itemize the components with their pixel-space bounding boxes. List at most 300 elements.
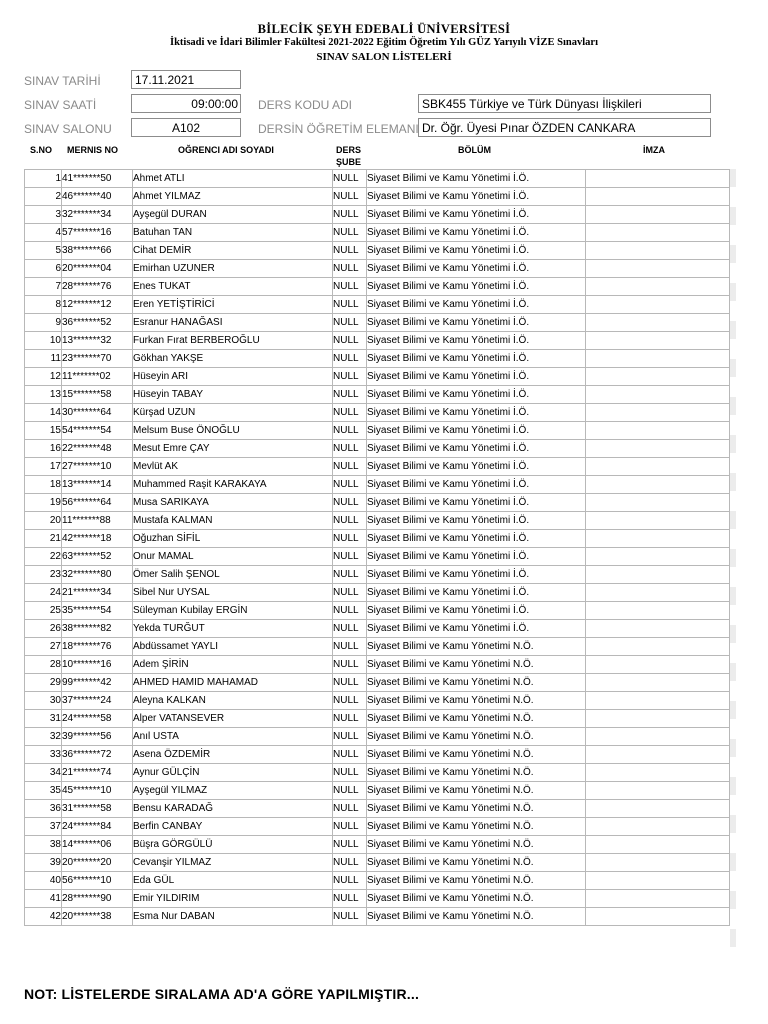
student-table-body (25, 170, 730, 926)
cell-name: Ayşegül YILMAZ (133, 782, 333, 800)
cell-no: 25 (25, 602, 62, 620)
cell-bolum: Siyaset Bilimi ve Kamu Yönetimi İ.Ö. (367, 386, 586, 404)
cell-bolum: Siyaset Bilimi ve Kamu Yönetimi N.Ö. (367, 692, 586, 710)
cell-name: Berfin CANBAY (133, 818, 333, 836)
cell-sube: NULL (333, 170, 367, 188)
signature-cell (586, 512, 730, 530)
cell-name: Hüseyin ARI (133, 368, 333, 386)
table-row (25, 728, 730, 746)
table-row (25, 638, 730, 656)
cell-no: 29 (25, 674, 62, 692)
table-row (25, 332, 730, 350)
table-row (25, 656, 730, 674)
cell-tc: 45*******10 (62, 782, 133, 800)
cell-tc: 35*******54 (62, 602, 133, 620)
cell-bolum: Siyaset Bilimi ve Kamu Yönetimi İ.Ö. (367, 278, 586, 296)
cell-sube: NULL (333, 656, 367, 674)
instructor-label: DERSİN ÖĞRETİM ELEMANI (258, 122, 419, 136)
table-row (25, 746, 730, 764)
cell-bolum: Siyaset Bilimi ve Kamu Yönetimi İ.Ö. (367, 566, 586, 584)
table-row (25, 710, 730, 728)
signature-cell (586, 458, 730, 476)
signature-cell (586, 368, 730, 386)
row-edge-shade (730, 169, 736, 187)
cell-no: 34 (25, 764, 62, 782)
col-header-name: OĞRENCI ADI SOYADI (178, 145, 274, 155)
cell-tc: 15*******58 (62, 386, 133, 404)
signature-cell (586, 530, 730, 548)
cell-tc: 36*******52 (62, 314, 133, 332)
cell-no: 2 (25, 188, 62, 206)
cell-sube: NULL (333, 836, 367, 854)
cell-sube: NULL (333, 710, 367, 728)
cell-bolum: Siyaset Bilimi ve Kamu Yönetimi İ.Ö. (367, 530, 586, 548)
signature-cell (586, 548, 730, 566)
cell-no: 1 (25, 170, 62, 188)
cell-tc: 12*******12 (62, 296, 133, 314)
cell-tc: 57*******16 (62, 224, 133, 242)
cell-tc: 42*******18 (62, 530, 133, 548)
cell-tc: 31*******58 (62, 800, 133, 818)
cell-tc: 21*******74 (62, 764, 133, 782)
cell-sube: NULL (333, 278, 367, 296)
cell-bolum: Siyaset Bilimi ve Kamu Yönetimi N.Ö. (367, 782, 586, 800)
cell-bolum: Siyaset Bilimi ve Kamu Yönetimi İ.Ö. (367, 476, 586, 494)
table-row (25, 260, 730, 278)
cell-no: 24 (25, 584, 62, 602)
table-row (25, 224, 730, 242)
cell-sube: NULL (333, 764, 367, 782)
cell-no: 13 (25, 386, 62, 404)
table-row (25, 458, 730, 476)
table-row (25, 800, 730, 818)
signature-cell (586, 206, 730, 224)
row-edge-shade (730, 435, 736, 453)
signature-cell (586, 584, 730, 602)
cell-no: 28 (25, 656, 62, 674)
cell-no: 42 (25, 908, 62, 926)
signature-cell (586, 872, 730, 890)
signature-cell (586, 692, 730, 710)
col-header-sube-line1: DERS (336, 145, 362, 155)
cell-tc: 23*******70 (62, 350, 133, 368)
cell-tc: 10*******16 (62, 656, 133, 674)
cell-name: Melsum Buse ÖNOĞLU (133, 422, 333, 440)
cell-no: 9 (25, 314, 62, 332)
table-row (25, 206, 730, 224)
cell-bolum: Siyaset Bilimi ve Kamu Yönetimi İ.Ö. (367, 188, 586, 206)
cell-bolum: Siyaset Bilimi ve Kamu Yönetimi N.Ö. (367, 764, 586, 782)
row-edge-shade (730, 929, 736, 947)
course-code-value: SBK455 Türkiye ve Türk Dünyası İlişkileri (418, 94, 711, 113)
signature-cell (586, 242, 730, 260)
cell-tc: 20*******04 (62, 260, 133, 278)
row-edge-shade (730, 549, 736, 567)
table-row (25, 818, 730, 836)
row-edge-shade (730, 891, 736, 909)
cell-sube: NULL (333, 440, 367, 458)
signature-cell (586, 800, 730, 818)
signature-cell (586, 638, 730, 656)
cell-tc: 30*******64 (62, 404, 133, 422)
cell-name: Muhammed Raşit KARAKAYA (133, 476, 333, 494)
signature-cell (586, 728, 730, 746)
cell-bolum: Siyaset Bilimi ve Kamu Yönetimi İ.Ö. (367, 458, 586, 476)
cell-bolum: Siyaset Bilimi ve Kamu Yönetimi İ.Ö. (367, 350, 586, 368)
cell-sube: NULL (333, 242, 367, 260)
signature-cell (586, 818, 730, 836)
cell-bolum: Siyaset Bilimi ve Kamu Yönetimi N.Ö. (367, 656, 586, 674)
table-row (25, 782, 730, 800)
cell-name: Süleyman Kubilay ERGİN (133, 602, 333, 620)
cell-tc: 56*******64 (62, 494, 133, 512)
cell-no: 39 (25, 854, 62, 872)
signature-cell (586, 746, 730, 764)
signature-cell (586, 854, 730, 872)
cell-no: 22 (25, 548, 62, 566)
cell-tc: 56*******10 (62, 872, 133, 890)
table-row (25, 854, 730, 872)
cell-tc: 18*******76 (62, 638, 133, 656)
signature-cell (586, 566, 730, 584)
signature-cell (586, 440, 730, 458)
cell-tc: 37*******24 (62, 692, 133, 710)
cell-tc: 28*******90 (62, 890, 133, 908)
cell-name: Eren YETİŞTİRİCİ (133, 296, 333, 314)
cell-bolum: Siyaset Bilimi ve Kamu Yönetimi İ.Ö. (367, 548, 586, 566)
cell-name: Batuhan TAN (133, 224, 333, 242)
signature-cell (586, 350, 730, 368)
signature-cell (586, 674, 730, 692)
table-row (25, 278, 730, 296)
cell-sube: NULL (333, 512, 367, 530)
cell-sube: NULL (333, 692, 367, 710)
cell-no: 20 (25, 512, 62, 530)
cell-sube: NULL (333, 530, 367, 548)
cell-tc: 27*******10 (62, 458, 133, 476)
cell-name: Aleyna KALKAN (133, 692, 333, 710)
cell-no: 41 (25, 890, 62, 908)
cell-bolum: Siyaset Bilimi ve Kamu Yönetimi N.Ö. (367, 710, 586, 728)
cell-bolum: Siyaset Bilimi ve Kamu Yönetimi İ.Ö. (367, 422, 586, 440)
cell-bolum: Siyaset Bilimi ve Kamu Yönetimi İ.Ö. (367, 368, 586, 386)
table-row (25, 350, 730, 368)
cell-bolum: Siyaset Bilimi ve Kamu Yönetimi İ.Ö. (367, 224, 586, 242)
cell-no: 40 (25, 872, 62, 890)
cell-sube: NULL (333, 260, 367, 278)
cell-tc: 20*******20 (62, 854, 133, 872)
cell-bolum: Siyaset Bilimi ve Kamu Yönetimi N.Ö. (367, 854, 586, 872)
cell-tc: 24*******84 (62, 818, 133, 836)
cell-sube: NULL (333, 800, 367, 818)
signature-cell (586, 656, 730, 674)
table-row (25, 620, 730, 638)
cell-sube: NULL (333, 332, 367, 350)
cell-bolum: Siyaset Bilimi ve Kamu Yönetimi İ.Ö. (367, 440, 586, 458)
cell-sube: NULL (333, 890, 367, 908)
cell-no: 10 (25, 332, 62, 350)
cell-sube: NULL (333, 620, 367, 638)
cell-name: Alper VATANSEVER (133, 710, 333, 728)
cell-name: Anıl USTA (133, 728, 333, 746)
row-edge-shade (730, 245, 736, 263)
row-edge-shade (730, 359, 736, 377)
signature-cell (586, 278, 730, 296)
table-row (25, 368, 730, 386)
cell-name: Yekda TURĞUT (133, 620, 333, 638)
cell-no: 8 (25, 296, 62, 314)
cell-name: Aynur GÜLÇİN (133, 764, 333, 782)
signature-cell (586, 170, 730, 188)
cell-no: 32 (25, 728, 62, 746)
cell-no: 31 (25, 710, 62, 728)
cell-no: 11 (25, 350, 62, 368)
table-row (25, 530, 730, 548)
cell-no: 6 (25, 260, 62, 278)
cell-tc: 99*******42 (62, 674, 133, 692)
footer-note: NOT: LİSTELERDE SIRALAMA AD'A GÖRE YAPILMIŞTIR... (24, 986, 420, 1002)
table-row (25, 584, 730, 602)
cell-name: Eda GÜL (133, 872, 333, 890)
exam-date-value: 17.11.2021 (131, 70, 241, 89)
faculty-exam-line: İktisadi ve İdari Bilimler Fakültesi 2021-2022 Eğitim Öğretim Yılı GÜZ Yarıyılı VİZE Sınavları (170, 37, 598, 48)
cell-name: Adem ŞİRİN (133, 656, 333, 674)
signature-cell (586, 386, 730, 404)
cell-bolum: Siyaset Bilimi ve Kamu Yönetimi N.Ö. (367, 890, 586, 908)
cell-sube: NULL (333, 350, 367, 368)
cell-name: Ayşegül DURAN (133, 206, 333, 224)
row-edge-shade (730, 663, 736, 681)
signature-cell (586, 404, 730, 422)
table-row (25, 170, 730, 188)
cell-bolum: Siyaset Bilimi ve Kamu Yönetimi İ.Ö. (367, 260, 586, 278)
cell-bolum: Siyaset Bilimi ve Kamu Yönetimi İ.Ö. (367, 494, 586, 512)
cell-sube: NULL (333, 368, 367, 386)
cell-no: 26 (25, 620, 62, 638)
cell-sube: NULL (333, 872, 367, 890)
cell-bolum: Siyaset Bilimi ve Kamu Yönetimi İ.Ö. (367, 602, 586, 620)
cell-name: Esranur HANAĞASI (133, 314, 333, 332)
cell-name: Ahmet ATLI (133, 170, 333, 188)
cell-no: 18 (25, 476, 62, 494)
table-row (25, 908, 730, 926)
exam-room-label: SINAV SALONU (24, 122, 112, 136)
cell-sube: NULL (333, 908, 367, 926)
cell-tc: 41*******50 (62, 170, 133, 188)
cell-sube: NULL (333, 224, 367, 242)
cell-tc: 24*******58 (62, 710, 133, 728)
cell-tc: 13*******14 (62, 476, 133, 494)
list-title: SINAV SALON LİSTELERİ (316, 51, 452, 63)
cell-sube: NULL (333, 494, 367, 512)
cell-tc: 21*******34 (62, 584, 133, 602)
table-row (25, 422, 730, 440)
cell-no: 30 (25, 692, 62, 710)
cell-name: Bensu KARADAĞ (133, 800, 333, 818)
cell-no: 15 (25, 422, 62, 440)
cell-no: 7 (25, 278, 62, 296)
cell-no: 21 (25, 530, 62, 548)
cell-tc: 20*******38 (62, 908, 133, 926)
cell-bolum: Siyaset Bilimi ve Kamu Yönetimi N.Ö. (367, 728, 586, 746)
cell-sube: NULL (333, 728, 367, 746)
cell-name: Hüseyin TABAY (133, 386, 333, 404)
table-row (25, 764, 730, 782)
cell-tc: 54*******54 (62, 422, 133, 440)
cell-name: Enes TUKAT (133, 278, 333, 296)
cell-tc: 22*******48 (62, 440, 133, 458)
university-title: BİLECİK ŞEYH EDEBALİ ÜNİVERSİTESİ (257, 22, 511, 36)
cell-no: 12 (25, 368, 62, 386)
cell-no: 4 (25, 224, 62, 242)
cell-name: Büşra GÖRGÜLÜ (133, 836, 333, 854)
cell-no: 33 (25, 746, 62, 764)
cell-sube: NULL (333, 458, 367, 476)
cell-bolum: Siyaset Bilimi ve Kamu Yönetimi İ.Ö. (367, 584, 586, 602)
col-header-imza: İMZA (643, 145, 665, 155)
cell-name: Asena ÖZDEMİR (133, 746, 333, 764)
row-edge-shade (730, 777, 736, 795)
cell-bolum: Siyaset Bilimi ve Kamu Yönetimi N.Ö. (367, 800, 586, 818)
cell-no: 36 (25, 800, 62, 818)
cell-name: Mevlüt AK (133, 458, 333, 476)
cell-name: Cihat DEMİR (133, 242, 333, 260)
cell-tc: 36*******72 (62, 746, 133, 764)
cell-name: Abdüssamet YAYLI (133, 638, 333, 656)
cell-no: 23 (25, 566, 62, 584)
cell-name: Emirhan UZUNER (133, 260, 333, 278)
cell-bolum: Siyaset Bilimi ve Kamu Yönetimi İ.Ö. (367, 296, 586, 314)
cell-tc: 39*******56 (62, 728, 133, 746)
cell-name: Emir YILDIRIM (133, 890, 333, 908)
signature-cell (586, 314, 730, 332)
signature-cell (586, 620, 730, 638)
row-edge-shade (730, 587, 736, 605)
table-row (25, 836, 730, 854)
cell-tc: 32*******80 (62, 566, 133, 584)
cell-name: AHMED HAMID MAHAMAD (133, 674, 333, 692)
cell-no: 38 (25, 836, 62, 854)
cell-tc: 38*******66 (62, 242, 133, 260)
signature-cell (586, 422, 730, 440)
cell-sube: NULL (333, 404, 367, 422)
signature-cell (586, 494, 730, 512)
table-row (25, 890, 730, 908)
cell-no: 37 (25, 818, 62, 836)
student-table (24, 169, 730, 926)
exam-date-label: SINAV TARİHİ (24, 74, 101, 88)
cell-sube: NULL (333, 188, 367, 206)
cell-bolum: Siyaset Bilimi ve Kamu Yönetimi N.Ö. (367, 674, 586, 692)
row-edge-shade (730, 473, 736, 491)
cell-tc: 28*******76 (62, 278, 133, 296)
cell-sube: NULL (333, 638, 367, 656)
cell-no: 19 (25, 494, 62, 512)
signature-cell (586, 764, 730, 782)
table-row (25, 566, 730, 584)
exam-time-label: SINAV SAATİ (24, 98, 97, 112)
signature-cell (586, 476, 730, 494)
cell-bolum: Siyaset Bilimi ve Kamu Yönetimi İ.Ö. (367, 170, 586, 188)
exam-time-value: 09:00:00 (131, 94, 241, 113)
cell-tc: 11*******02 (62, 368, 133, 386)
table-row (25, 872, 730, 890)
cell-no: 5 (25, 242, 62, 260)
cell-name: Gökhan YAKŞE (133, 350, 333, 368)
cell-bolum: Siyaset Bilimi ve Kamu Yönetimi N.Ö. (367, 746, 586, 764)
cell-bolum: Siyaset Bilimi ve Kamu Yönetimi N.Ö. (367, 638, 586, 656)
cell-bolum: Siyaset Bilimi ve Kamu Yönetimi İ.Ö. (367, 620, 586, 638)
cell-tc: 32*******34 (62, 206, 133, 224)
signature-cell (586, 188, 730, 206)
cell-tc: 63*******52 (62, 548, 133, 566)
row-edge-shade (730, 701, 736, 719)
signature-cell (586, 890, 730, 908)
cell-bolum: Siyaset Bilimi ve Kamu Yönetimi N.Ö. (367, 818, 586, 836)
table-row (25, 494, 730, 512)
cell-tc: 14*******06 (62, 836, 133, 854)
cell-bolum: Siyaset Bilimi ve Kamu Yönetimi N.Ö. (367, 872, 586, 890)
cell-bolum: Siyaset Bilimi ve Kamu Yönetimi İ.Ö. (367, 332, 586, 350)
instructor-value: Dr. Öğr. Üyesi Pınar ÖZDEN CANKARA (418, 118, 711, 137)
table-row (25, 674, 730, 692)
cell-sube: NULL (333, 548, 367, 566)
exam-room-value: A102 (131, 118, 241, 137)
cell-sube: NULL (333, 746, 367, 764)
table-row (25, 602, 730, 620)
table-row (25, 692, 730, 710)
table-row (25, 440, 730, 458)
course-code-label: DERS KODU ADI (258, 98, 353, 112)
row-edge-shade (730, 207, 736, 225)
cell-no: 3 (25, 206, 62, 224)
col-header-bolum: BÖLÜM (458, 145, 491, 155)
cell-tc: 13*******32 (62, 332, 133, 350)
cell-tc: 38*******82 (62, 620, 133, 638)
cell-name: Onur MAMAL (133, 548, 333, 566)
col-header-tc: MERNIS NO (67, 145, 119, 155)
cell-sube: NULL (333, 674, 367, 692)
cell-sube: NULL (333, 206, 367, 224)
signature-cell (586, 836, 730, 854)
cell-name: Mesut Emre ÇAY (133, 440, 333, 458)
signature-cell (586, 908, 730, 926)
col-header-no: S.NO (30, 145, 53, 155)
table-row (25, 512, 730, 530)
cell-name: Kürşad UZUN (133, 404, 333, 422)
cell-bolum: Siyaset Bilimi ve Kamu Yönetimi İ.Ö. (367, 206, 586, 224)
signature-cell (586, 260, 730, 278)
cell-name: Sibel Nur UYSAL (133, 584, 333, 602)
row-edge-shade (730, 321, 736, 339)
row-edge-shade (730, 815, 736, 833)
signature-cell (586, 602, 730, 620)
cell-sube: NULL (333, 296, 367, 314)
cell-sube: NULL (333, 584, 367, 602)
cell-no: 14 (25, 404, 62, 422)
cell-name: Furkan Fırat BERBEROĞLU (133, 332, 333, 350)
table-row (25, 404, 730, 422)
table-row (25, 476, 730, 494)
cell-bolum: Siyaset Bilimi ve Kamu Yönetimi İ.Ö. (367, 242, 586, 260)
row-edge-shade (730, 739, 736, 757)
col-header-sube-line2: ŞUBE (336, 157, 362, 167)
cell-no: 27 (25, 638, 62, 656)
table-row (25, 296, 730, 314)
cell-tc: 46*******40 (62, 188, 133, 206)
row-edge-shade (730, 511, 736, 529)
signature-cell (586, 782, 730, 800)
